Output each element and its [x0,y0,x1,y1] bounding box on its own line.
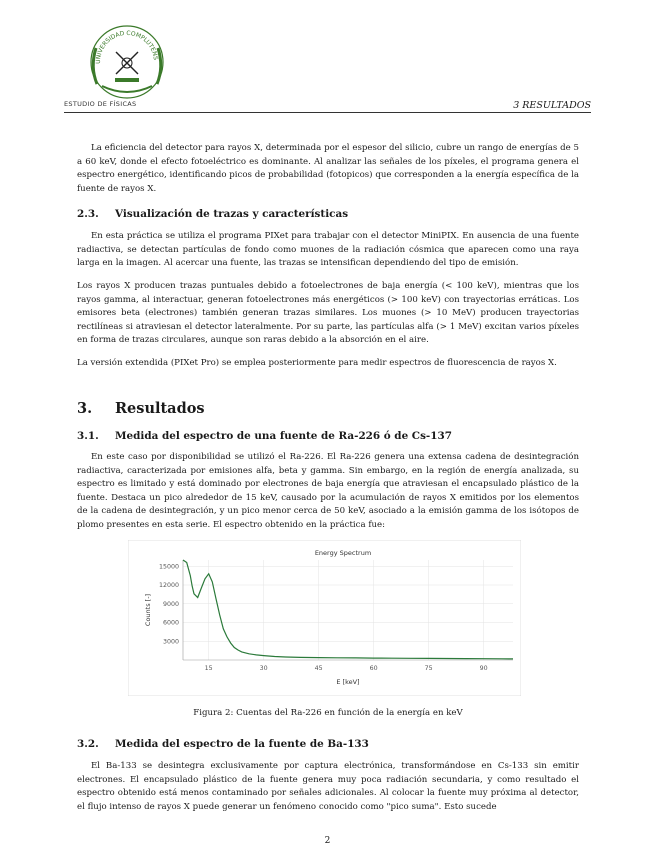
section-3-1-paragraph: En este caso por disponibilidad se utilizó el Ra-226. El Ra-226 genera una extensa cadena de desintegración radiactiva, caracterizada por emisiones alfa, beta y gamma. Sin embargo, en la región de energía analizada, su espectro es limitado y está dominado por electrones de baja energía que atraviesan el encapsulado plástico de la fuente. Destaca un pico alrededor de 15 keV, causado por la acumulación de rayos X emitidos por los elementos de la cadena de desintegración, y un pico menor cerca de 50 keV, asociado a la emisión gamma de los isótopos de plomo presentes en esta serie. El espectro obtenido en la práctica fue: [77,452,579,530]
running-head: 3 RESULTADOS [513,100,591,111]
intro-paragraph: La eficiencia del detector para rayos X, determinada por el espesor del silicio, cubre un rango de energías de 5 a 60 keV, donde el efecto fotoeléctrico es dominante. Al analizar las señales de los píxeles, el programa genera el espectro energético, identificando picos de probabilidad (fotopicos) que corresponden a la energía específica de la fuente de rayos X. [77,143,579,194]
header-rule [64,112,591,113]
figure-caption: Figura 2: Cuentas del Ra-226 en función de la energía en keV [193,708,463,718]
energy-spectrum-chart [128,540,521,696]
x-axis-label: E [keV] [336,678,360,686]
university-seal-icon [72,22,182,102]
section-2-3-title: Visualización de trazas y características [115,208,349,220]
section-3-2-paragraph: El Ba-133 se desintegra exclusivamente por captura electrónica, transformándose en Cs-133 sin emitir electrones. El encapsulado plástico de la fuente genera muy poca radiación secundaria, y como resultado el espectro obtenido está menos contaminado por señales adicionales. Al colocar la fuente muy próxima al detector, el flujo intenso de rayos X puede generar un fenómeno conocido como "pico suma". Esto sucede [77,761,579,812]
logo-caption: ESTUDIO DE FÍSICAS [64,100,137,108]
x-tick-label: 15 [204,665,213,672]
y-tick-label: 9000 [162,600,179,608]
y-tick-label: 12000 [158,582,179,589]
x-tick-label: 75 [424,665,433,672]
section-2-3-paragraph-1: En esta práctica se utiliza el programa PIXet para trabajar con el detector MiniPIX. En ausencia de una fuente radiactiva, se detectan partículas de fondo como muones de la radiación cósmica que aparecen como una raya larga en la imagen. Al acercar una fuente, las trazas se intensifican dependiendo del tipo de emisión. [77,231,579,268]
x-tick-label: 30 [259,665,268,672]
chart-title: Energy Spectrum [314,549,372,557]
energy-spectrum-figure [128,540,521,696]
x-tick-label: 60 [369,665,378,672]
y-tick-label: 6000 [162,619,179,627]
y-tick-label: 3000 [162,638,179,646]
section-2-3-paragraph-2: Los rayos X producen trazas puntuales debido a fotoelectrones de baja energía (< 100 keV), mientras que los rayos gamma, al interactuar, generan fotoelectrones más energéticos (> 100 keV) con trayectorias erráticas. Los emisores beta (electrones) también generan trazas similares. Los muones (> 10 MeV) producen trayectorias rectilíneas si atraviesan el detector lateralmente. Por su parte, las partículas alfa (> 1 MeV) excitan varios píxeles en forma de trazas circulares, aunque son raras debido a la absorción en el aire. [77,281,579,345]
section-3-number: 3. [77,400,93,417]
section-3-1-title: Medida del espectro de una fuente de Ra-226 ó de Cs-137 [115,430,452,442]
y-tick-label: 15000 [158,563,179,571]
svg-text:UNIVERSIDAD COMPLUTENSE: UNIVERSIDAD COMPLUTENS [94,29,159,64]
section-3-1-number: 3.1. [77,430,99,442]
section-2-3-heading [77,208,348,220]
page-number: 2 [324,836,331,846]
section-3-1-heading [77,430,452,442]
x-tick-label: 90 [479,665,488,672]
x-tick-label: 45 [314,665,323,672]
section-3-title: Resultados [115,400,205,417]
y-axis-label: Counts [-] [144,593,152,627]
section-2-3-number: 2.3. [77,208,99,220]
section-3-2-heading [77,738,369,750]
section-2-3-paragraph-3: La versión extendida (PIXet Pro) se emplea posteriormente para medir espectros de fluorescencia de rayos X. [77,358,557,368]
section-3-heading [77,400,205,417]
section-3-2-title: Medida del espectro de la fuente de Ba-133 [115,738,369,750]
section-3-2-number: 3.2. [77,738,99,750]
